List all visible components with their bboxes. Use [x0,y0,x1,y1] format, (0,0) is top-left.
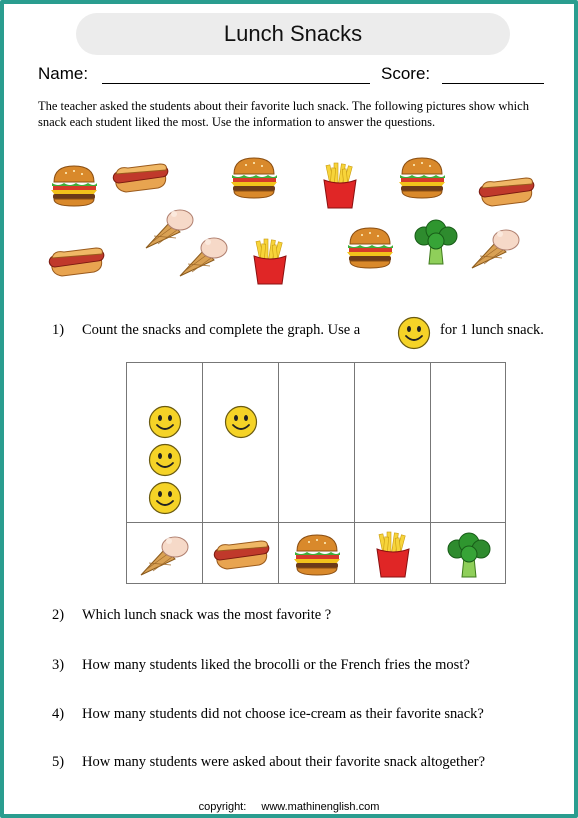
burger-picture [340,222,400,272]
hotdog-picture [476,166,536,216]
question-number: 5) [52,754,65,770]
question-1-end [440,322,544,339]
ice-cream-picture [466,222,526,272]
burger-category-icon [287,529,347,579]
burger-picture [392,152,452,202]
worksheet-title: Lunch Snacks [76,13,510,55]
question-3 [52,657,470,674]
instructions-text: The teacher asked the students about their favorite luch snack. The following pictures show which snack each student liked the most. Use the information to answer the questions. [38,99,529,129]
smiley-icon [224,405,258,439]
question-5 [52,754,485,771]
ice-cream-category-icon [135,529,195,579]
smiley-icon [148,481,182,515]
fries-picture [310,160,370,210]
burger-picture [224,152,284,202]
smiley-icon [148,405,182,439]
score-blank-line[interactable] [442,83,544,84]
score-label: Score: [381,64,431,83]
name-score-row [38,64,558,88]
burger-picture [44,160,104,210]
question-text: Which lunch snack was the most favorite ? [82,607,332,623]
ice-cream-picture [174,230,234,280]
question-text: How many students liked the brocolli or the French fries the most? [82,657,470,673]
question-text: How many students were asked about their favorite snack altogether? [82,754,486,770]
name-blank-line[interactable] [102,83,370,84]
fries-category-icon [363,529,423,579]
copyright-label: copyright: [198,801,247,813]
hotdog-picture [46,236,106,286]
broccoli-category-icon [439,529,499,579]
pictograph [126,362,506,584]
footer [4,801,574,813]
question-number: 3) [52,657,65,673]
smiley-icon [148,443,182,477]
copyright-site[interactable]: www.mathinenglish.com [261,801,380,813]
question-text: for 1 lunch snack. [440,322,544,338]
question-2 [52,607,331,624]
broccoli-picture [406,216,466,266]
name-label: Name: [38,64,89,83]
hotdog-category-icon [211,529,271,579]
question-number: 4) [52,706,65,722]
question-number: 1) [52,322,65,338]
question-4 [52,706,484,723]
smiley-key-icon [397,316,431,350]
question-text: How many students did not choose ice-cream as their favorite snack? [82,706,484,722]
hotdog-picture [110,152,170,202]
question-number: 2) [52,607,65,623]
question-text: Count the snacks and complete the graph. Use a [82,322,361,338]
fries-picture [240,236,300,286]
